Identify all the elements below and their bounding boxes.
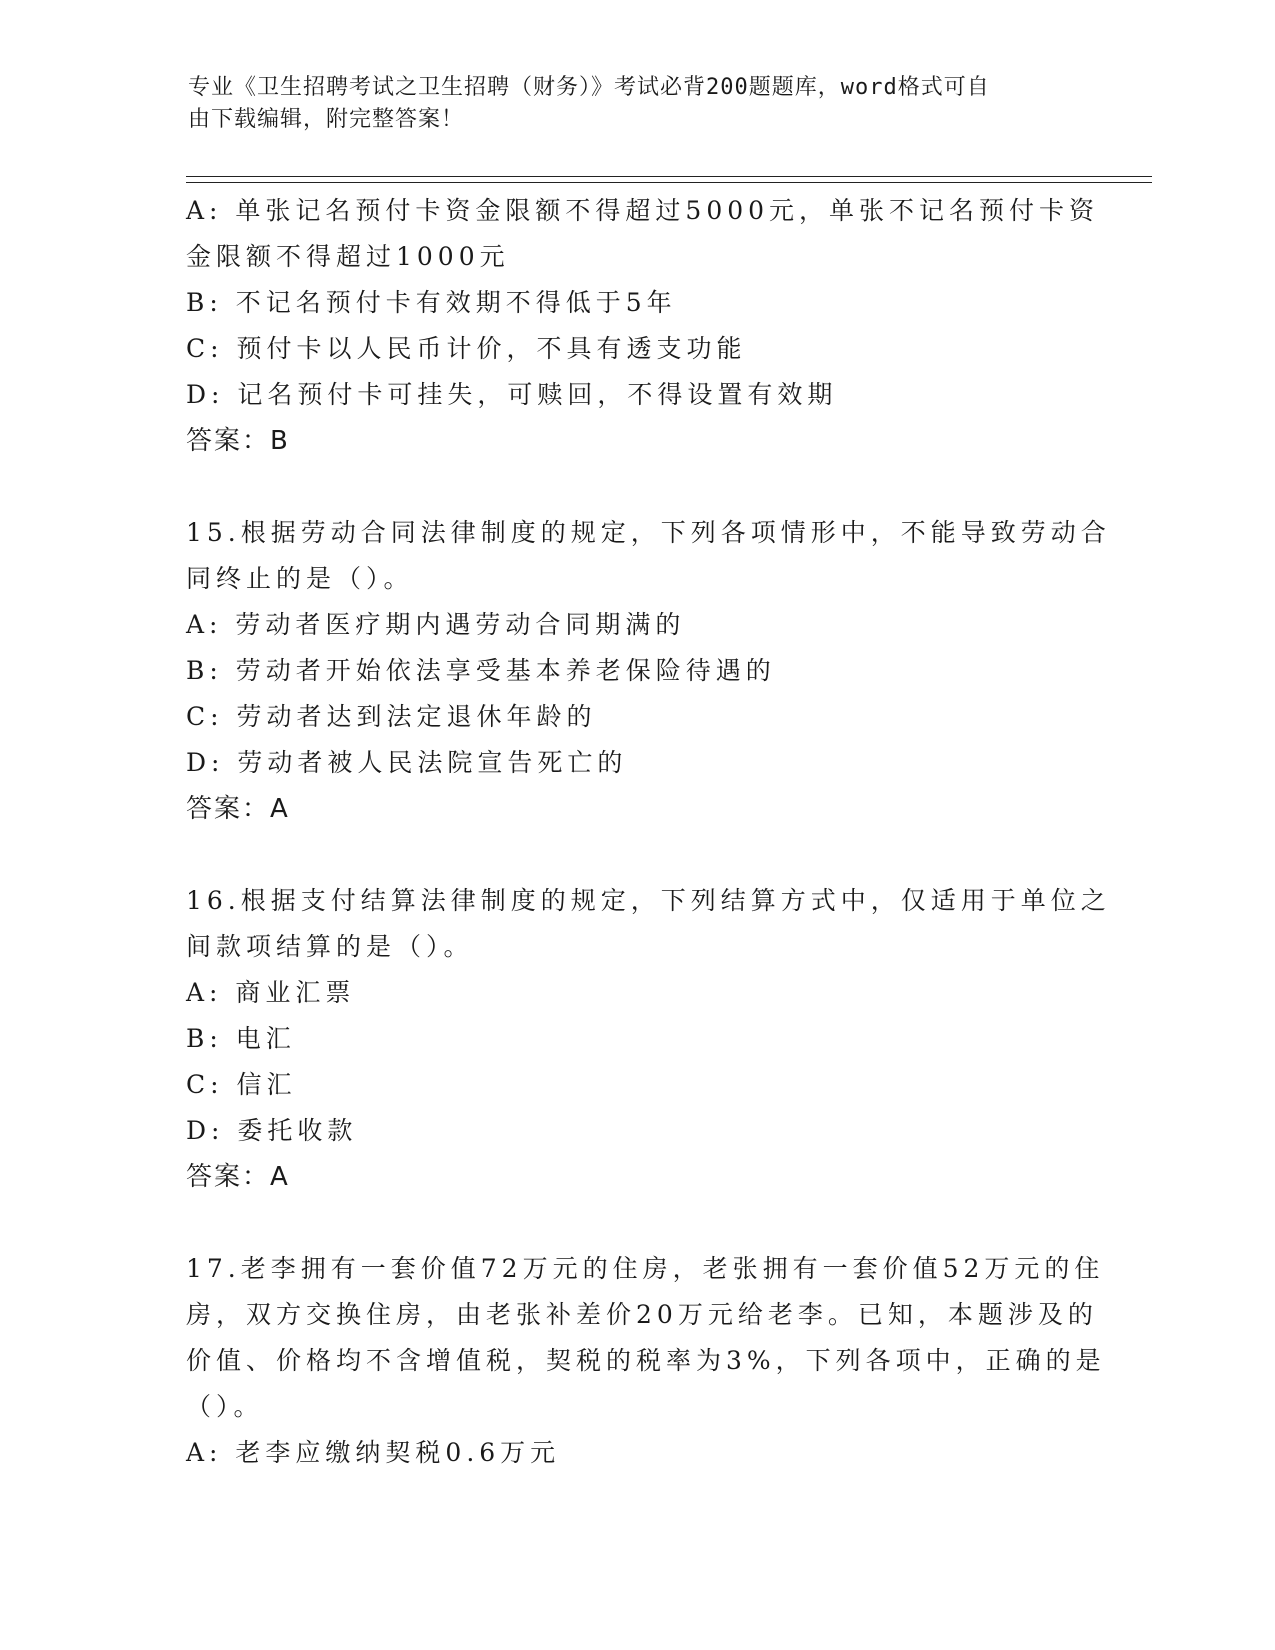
q15-option-a: A: 劳动者医疗期内遇劳动合同期满的 <box>186 610 686 639</box>
q15-answer: 答案：A <box>186 794 290 824</box>
header-line-1: 专业《卫生招聘考试之卫生招聘（财务）》考试必背200题题库，word格式可自 <box>188 75 990 100</box>
q16-option-d: D: 委托收款 <box>186 1116 358 1145</box>
question-17-block <box>186 1246 1106 1476</box>
spacer <box>186 464 1086 510</box>
q14-option-c: C: 预付卡以人民币计价，不具有透支功能 <box>186 334 747 363</box>
q14-option-a-line-2: 金限额不得超过1000元 <box>186 242 510 271</box>
q16-option-c: C: 信汇 <box>186 1070 297 1099</box>
q14-answer: 答案：B <box>186 426 290 456</box>
header-divider-top <box>186 176 1152 177</box>
q14-option-a-line-1: A: 单张记名预付卡资金限额不得超过5000元，单张不记名预付卡资 <box>186 196 1100 225</box>
question-15-block <box>186 510 1111 832</box>
q16-stem-line-1: 16.根据支付结算法律制度的规定，下列结算方式中，仅适用于单位之 <box>186 886 1111 915</box>
q15-option-c: C: 劳动者达到法定退休年龄的 <box>186 702 597 731</box>
q15-option-d: D: 劳动者被人民法院宣告死亡的 <box>186 748 628 777</box>
q16-answer: 答案：A <box>186 1162 290 1192</box>
q15-stem-line-2: 同终止的是（）。 <box>186 564 414 593</box>
question-14-block <box>186 188 1100 464</box>
document-body <box>186 188 1111 1476</box>
q16-option-a: A: 商业汇票 <box>186 978 356 1007</box>
q16-option-b: B: 电汇 <box>186 1024 296 1053</box>
q17-option-a: A: 老李应缴纳契税0.6万元 <box>186 1438 561 1467</box>
header-divider-bottom <box>186 182 1152 183</box>
spacer <box>186 1200 1086 1246</box>
q17-stem-line-3: 价值、价格均不含增值税，契税的税率为3%，下列各项中，正确的是 <box>186 1346 1106 1375</box>
q17-stem-line-4: （）。 <box>186 1392 264 1421</box>
q14-option-d: D: 记名预付卡可挂失，可赎回，不得设置有效期 <box>186 380 838 409</box>
q17-stem-line-1: 17.老李拥有一套价值72万元的住房，老张拥有一套价值52万元的住 <box>186 1254 1105 1283</box>
q16-stem-line-2: 间款项结算的是（）。 <box>186 932 474 961</box>
document-header <box>188 72 1068 136</box>
q17-stem-line-2: 房，双方交换住房，由老张补差价20万元给老李。已知，本题涉及的 <box>186 1300 1098 1329</box>
q14-option-b: B: 不记名预付卡有效期不得低于5年 <box>186 288 677 317</box>
header-line-2: 由下载编辑，附完整答案！ <box>188 107 465 132</box>
q15-option-b: B: 劳动者开始依法享受基本养老保险待遇的 <box>186 656 776 685</box>
question-16-block <box>186 878 1111 1200</box>
spacer <box>186 832 1086 878</box>
q15-stem-line-1: 15.根据劳动合同法律制度的规定，下列各项情形中，不能导致劳动合 <box>186 518 1111 547</box>
